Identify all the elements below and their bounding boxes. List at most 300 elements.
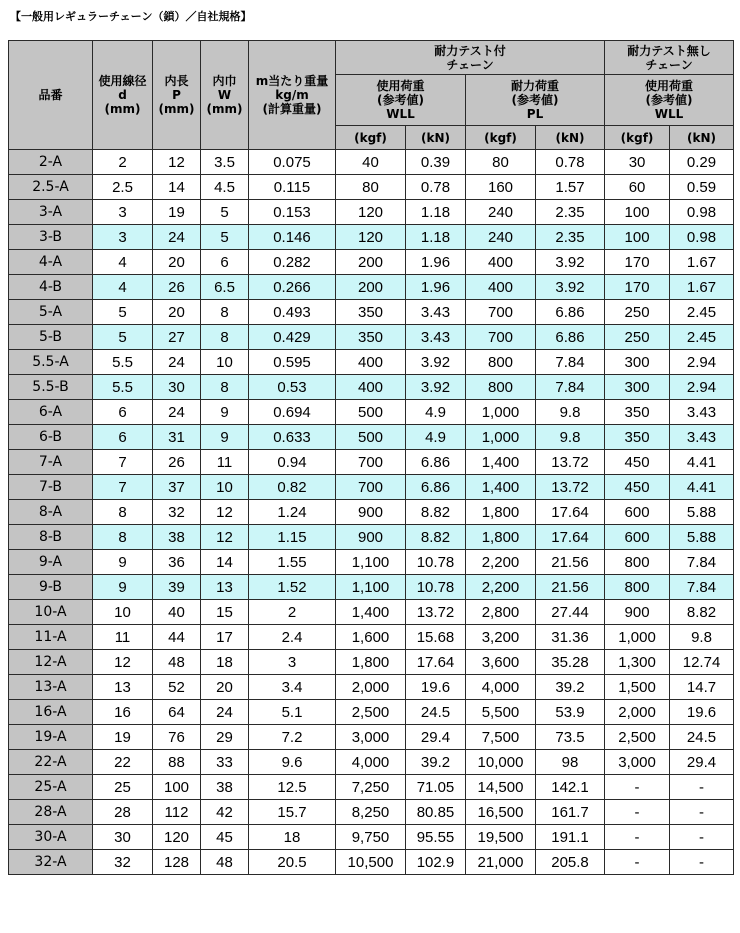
- proof-load-kgf-cell: 240: [466, 225, 536, 250]
- proof-load-kn-cell: 27.44: [536, 600, 605, 625]
- inner-width-cell: 15: [201, 600, 249, 625]
- untested-load-kn-cell: 5.88: [670, 525, 734, 550]
- table-row: [9, 550, 734, 575]
- proof-load-kn-cell: 39.2: [536, 675, 605, 700]
- working-load-kgf-cell: 3,000: [336, 725, 406, 750]
- table-row: [9, 150, 734, 175]
- working-load-kn-cell: 102.9: [406, 850, 466, 875]
- part-number-cell: 7-B: [9, 475, 93, 500]
- inner-width-cell: 33: [201, 750, 249, 775]
- wire-diameter-cell: 7: [93, 475, 153, 500]
- wire-diameter-cell: 5: [93, 300, 153, 325]
- part-number-cell: 5.5-A: [9, 350, 93, 375]
- table-row: [9, 500, 734, 525]
- table-row: [9, 525, 734, 550]
- untested-load-kn-cell: 3.43: [670, 425, 734, 450]
- working-load-kn-cell: 15.68: [406, 625, 466, 650]
- proof-load-kgf-cell: 19,500: [466, 825, 536, 850]
- working-load-kgf-cell: 7,250: [336, 775, 406, 800]
- wire-diameter-cell: 7: [93, 450, 153, 475]
- proof-load-kn-cell: 17.64: [536, 500, 605, 525]
- working-load-kgf-cell: 80: [336, 175, 406, 200]
- inner-width-cell: 29: [201, 725, 249, 750]
- working-load-kgf-cell: 200: [336, 250, 406, 275]
- inner-width-cell: 6.5: [201, 275, 249, 300]
- table-row: [9, 400, 734, 425]
- working-load-kn-cell: 1.18: [406, 225, 466, 250]
- working-load-kgf-cell: 120: [336, 225, 406, 250]
- part-number-cell: 32-A: [9, 850, 93, 875]
- inner-width-cell: 4.5: [201, 175, 249, 200]
- proof-load-kn-cell: 21.56: [536, 575, 605, 600]
- inner-width-cell: 42: [201, 800, 249, 825]
- untested-load-kn-cell: 9.8: [670, 625, 734, 650]
- proof-load-kn-cell: 191.1: [536, 825, 605, 850]
- proof-load-kgf-cell: 1,800: [466, 525, 536, 550]
- working-load-kn-cell: 95.55: [406, 825, 466, 850]
- proof-load-kn-cell: 142.1: [536, 775, 605, 800]
- inner-length-cell: 24: [153, 350, 201, 375]
- proof-load-kgf-cell: 1,000: [466, 400, 536, 425]
- inner-length-cell: 39: [153, 575, 201, 600]
- proof-load-kgf-cell: 800: [466, 375, 536, 400]
- untested-load-kn-cell: 1.67: [670, 250, 734, 275]
- wire-diameter-cell: 19: [93, 725, 153, 750]
- untested-load-kn-cell: 4.41: [670, 450, 734, 475]
- working-load-kgf-cell: 700: [336, 450, 406, 475]
- proof-load-kn-cell: 13.72: [536, 450, 605, 475]
- wire-diameter-cell: 5: [93, 325, 153, 350]
- part-number-cell: 13-A: [9, 675, 93, 700]
- working-load-kn-cell: 0.39: [406, 150, 466, 175]
- part-number-cell: 8-A: [9, 500, 93, 525]
- table-row: [9, 575, 734, 600]
- table-row: [9, 425, 734, 450]
- working-load-kn-cell: 3.43: [406, 325, 466, 350]
- part-number-cell: 8-B: [9, 525, 93, 550]
- wire-diameter-cell: 4: [93, 250, 153, 275]
- untested-load-kgf-cell: 600: [605, 500, 670, 525]
- proof-load-kn-cell: 9.8: [536, 425, 605, 450]
- wire-diameter-cell: 6: [93, 425, 153, 450]
- table-row: [9, 775, 734, 800]
- inner-width-cell: 12: [201, 500, 249, 525]
- inner-length-cell: 12: [153, 150, 201, 175]
- proof-load-kgf-cell: 5,500: [466, 700, 536, 725]
- unit-label: (kgf): [336, 126, 406, 150]
- inner-length-cell: 37: [153, 475, 201, 500]
- part-number-cell: 9-A: [9, 550, 93, 575]
- part-number-cell: 5-A: [9, 300, 93, 325]
- untested-load-kn-cell: 8.82: [670, 600, 734, 625]
- proof-load-kgf-cell: 400: [466, 250, 536, 275]
- untested-load-kgf-cell: 450: [605, 450, 670, 475]
- working-load-kgf-cell: 350: [336, 300, 406, 325]
- untested-load-kgf-cell: 3,000: [605, 750, 670, 775]
- untested-load-kn-cell: 4.41: [670, 475, 734, 500]
- untested-load-kn-cell: 14.7: [670, 675, 734, 700]
- working-load-kgf-cell: 400: [336, 350, 406, 375]
- part-number-cell: 7-A: [9, 450, 93, 475]
- weight-cell: 18: [249, 825, 336, 850]
- working-load-kgf-cell: 120: [336, 200, 406, 225]
- proof-load-kgf-cell: 80: [466, 150, 536, 175]
- wire-diameter-cell: 5.5: [93, 350, 153, 375]
- working-load-kn-cell: 19.6: [406, 675, 466, 700]
- untested-load-kn-cell: 0.98: [670, 200, 734, 225]
- untested-load-kgf-cell: 1,300: [605, 650, 670, 675]
- inner-width-cell: 8: [201, 325, 249, 350]
- table-row: [9, 375, 734, 400]
- untested-load-kn-cell: 2.45: [670, 300, 734, 325]
- working-load-kgf-cell: 400: [336, 375, 406, 400]
- unit-label: (kN): [670, 126, 734, 150]
- untested-load-kn-cell: 0.59: [670, 175, 734, 200]
- proof-load-kgf-cell: 2,800: [466, 600, 536, 625]
- weight-cell: 0.266: [249, 275, 336, 300]
- working-load-kn-cell: 4.9: [406, 425, 466, 450]
- untested-load-kn-cell: 24.5: [670, 725, 734, 750]
- untested-load-kn-cell: 0.29: [670, 150, 734, 175]
- header-working-load-untested: 使用荷重 (参考値) WLL: [605, 75, 734, 126]
- inner-length-cell: 88: [153, 750, 201, 775]
- working-load-kn-cell: 6.86: [406, 450, 466, 475]
- part-number-cell: 16-A: [9, 700, 93, 725]
- part-number-cell: 6-B: [9, 425, 93, 450]
- working-load-kgf-cell: 1,800: [336, 650, 406, 675]
- proof-load-kgf-cell: 700: [466, 300, 536, 325]
- proof-load-kn-cell: 73.5: [536, 725, 605, 750]
- working-load-kgf-cell: 200: [336, 275, 406, 300]
- working-load-kgf-cell: 1,400: [336, 600, 406, 625]
- working-load-kn-cell: 24.5: [406, 700, 466, 725]
- header-untested-group: 耐力テスト無し チェーン: [605, 41, 734, 75]
- proof-load-kgf-cell: 14,500: [466, 775, 536, 800]
- untested-load-kgf-cell: 2,000: [605, 700, 670, 725]
- working-load-kn-cell: 17.64: [406, 650, 466, 675]
- inner-width-cell: 9: [201, 400, 249, 425]
- inner-length-cell: 44: [153, 625, 201, 650]
- wire-diameter-cell: 8: [93, 500, 153, 525]
- wire-diameter-cell: 28: [93, 800, 153, 825]
- wire-diameter-cell: 22: [93, 750, 153, 775]
- proof-load-kgf-cell: 2,200: [466, 550, 536, 575]
- proof-load-kgf-cell: 1,000: [466, 425, 536, 450]
- proof-load-kgf-cell: 3,600: [466, 650, 536, 675]
- weight-cell: 12.5: [249, 775, 336, 800]
- inner-width-cell: 8: [201, 300, 249, 325]
- untested-load-kn-cell: 3.43: [670, 400, 734, 425]
- proof-load-kgf-cell: 21,000: [466, 850, 536, 875]
- working-load-kgf-cell: 1,100: [336, 575, 406, 600]
- untested-load-kgf-cell: 350: [605, 400, 670, 425]
- header-inner-length: 内長 P (mm): [153, 41, 201, 150]
- table-row: [9, 250, 734, 275]
- weight-cell: 7.2: [249, 725, 336, 750]
- header-weight-per-meter: m当たり重量 kg/m (計算重量): [249, 41, 336, 150]
- untested-load-kgf-cell: -: [605, 850, 670, 875]
- proof-load-kn-cell: 13.72: [536, 475, 605, 500]
- proof-load-kn-cell: 3.92: [536, 250, 605, 275]
- proof-load-kn-cell: 6.86: [536, 300, 605, 325]
- working-load-kn-cell: 4.9: [406, 400, 466, 425]
- proof-load-kn-cell: 17.64: [536, 525, 605, 550]
- working-load-kn-cell: 10.78: [406, 575, 466, 600]
- inner-width-cell: 6: [201, 250, 249, 275]
- untested-load-kgf-cell: 800: [605, 575, 670, 600]
- table-row: [9, 200, 734, 225]
- inner-length-cell: 26: [153, 275, 201, 300]
- weight-cell: 0.694: [249, 400, 336, 425]
- proof-load-kgf-cell: 4,000: [466, 675, 536, 700]
- proof-load-kn-cell: 0.78: [536, 150, 605, 175]
- weight-cell: 0.595: [249, 350, 336, 375]
- header-working-load: 使用荷重 (参考値) WLL: [336, 75, 466, 126]
- part-number-cell: 11-A: [9, 625, 93, 650]
- untested-load-kgf-cell: 250: [605, 325, 670, 350]
- untested-load-kgf-cell: 800: [605, 550, 670, 575]
- inner-width-cell: 10: [201, 350, 249, 375]
- unit-label: (kN): [536, 126, 605, 150]
- weight-cell: 0.429: [249, 325, 336, 350]
- part-number-cell: 10-A: [9, 600, 93, 625]
- working-load-kn-cell: 0.78: [406, 175, 466, 200]
- inner-length-cell: 27: [153, 325, 201, 350]
- proof-load-kn-cell: 7.84: [536, 350, 605, 375]
- untested-load-kn-cell: -: [670, 850, 734, 875]
- part-number-cell: 22-A: [9, 750, 93, 775]
- wire-diameter-cell: 32: [93, 850, 153, 875]
- proof-load-kgf-cell: 10,000: [466, 750, 536, 775]
- inner-length-cell: 14: [153, 175, 201, 200]
- weight-cell: 0.146: [249, 225, 336, 250]
- chain-spec-table: [8, 40, 734, 875]
- working-load-kn-cell: 1.18: [406, 200, 466, 225]
- proof-load-kn-cell: 35.28: [536, 650, 605, 675]
- inner-length-cell: 30: [153, 375, 201, 400]
- working-load-kgf-cell: 8,250: [336, 800, 406, 825]
- proof-load-kgf-cell: 2,200: [466, 575, 536, 600]
- working-load-kgf-cell: 2,500: [336, 700, 406, 725]
- untested-load-kn-cell: 7.84: [670, 550, 734, 575]
- untested-load-kgf-cell: 450: [605, 475, 670, 500]
- working-load-kn-cell: 8.82: [406, 525, 466, 550]
- proof-load-kn-cell: 21.56: [536, 550, 605, 575]
- untested-load-kn-cell: 2.94: [670, 375, 734, 400]
- untested-load-kgf-cell: -: [605, 800, 670, 825]
- working-load-kn-cell: 71.05: [406, 775, 466, 800]
- inner-length-cell: 20: [153, 250, 201, 275]
- part-number-cell: 9-B: [9, 575, 93, 600]
- working-load-kgf-cell: 9,750: [336, 825, 406, 850]
- wire-diameter-cell: 8: [93, 525, 153, 550]
- proof-load-kn-cell: 31.36: [536, 625, 605, 650]
- document-title: 【一般用レギュラーチェーン（鎖）／自社規格】: [10, 10, 252, 23]
- wire-diameter-cell: 5.5: [93, 375, 153, 400]
- proof-load-kn-cell: 9.8: [536, 400, 605, 425]
- unit-label: (kN): [406, 126, 466, 150]
- header-proof-tested-group: 耐力テスト付 チェーン: [336, 41, 605, 75]
- proof-load-kn-cell: 3.92: [536, 275, 605, 300]
- untested-load-kgf-cell: -: [605, 775, 670, 800]
- table-row: [9, 275, 734, 300]
- proof-load-kn-cell: 205.8: [536, 850, 605, 875]
- working-load-kgf-cell: 2,000: [336, 675, 406, 700]
- weight-cell: 0.282: [249, 250, 336, 275]
- proof-load-kgf-cell: 16,500: [466, 800, 536, 825]
- table-row: [9, 750, 734, 775]
- inner-length-cell: 64: [153, 700, 201, 725]
- working-load-kgf-cell: 700: [336, 475, 406, 500]
- table-row: [9, 650, 734, 675]
- working-load-kn-cell: 8.82: [406, 500, 466, 525]
- proof-load-kgf-cell: 400: [466, 275, 536, 300]
- wire-diameter-cell: 3: [93, 200, 153, 225]
- untested-load-kn-cell: 12.74: [670, 650, 734, 675]
- wire-diameter-cell: 2.5: [93, 175, 153, 200]
- header-inner-width: 内巾 W (mm): [201, 41, 249, 150]
- working-load-kn-cell: 1.96: [406, 250, 466, 275]
- untested-load-kgf-cell: 100: [605, 200, 670, 225]
- table-header: [9, 41, 734, 150]
- inner-length-cell: 20: [153, 300, 201, 325]
- inner-length-cell: 128: [153, 850, 201, 875]
- untested-load-kgf-cell: 1,000: [605, 625, 670, 650]
- weight-cell: 1.52: [249, 575, 336, 600]
- inner-width-cell: 14: [201, 550, 249, 575]
- part-number-cell: 3-B: [9, 225, 93, 250]
- table-row: [9, 850, 734, 875]
- proof-load-kgf-cell: 1,400: [466, 475, 536, 500]
- working-load-kn-cell: 1.96: [406, 275, 466, 300]
- table-row: [9, 800, 734, 825]
- table-row: [9, 675, 734, 700]
- untested-load-kgf-cell: 1,500: [605, 675, 670, 700]
- working-load-kn-cell: 3.92: [406, 375, 466, 400]
- proof-load-kgf-cell: 1,400: [466, 450, 536, 475]
- inner-length-cell: 40: [153, 600, 201, 625]
- untested-load-kgf-cell: 170: [605, 275, 670, 300]
- header-proof-load: 耐力荷重 (参考値) PL: [466, 75, 605, 126]
- untested-load-kn-cell: 7.84: [670, 575, 734, 600]
- part-number-cell: 6-A: [9, 400, 93, 425]
- working-load-kn-cell: 6.86: [406, 475, 466, 500]
- wire-diameter-cell: 13: [93, 675, 153, 700]
- table-row: [9, 450, 734, 475]
- inner-length-cell: 48: [153, 650, 201, 675]
- working-load-kgf-cell: 900: [336, 525, 406, 550]
- table-row: [9, 350, 734, 375]
- inner-length-cell: 36: [153, 550, 201, 575]
- working-load-kgf-cell: 40: [336, 150, 406, 175]
- table-row: [9, 825, 734, 850]
- inner-width-cell: 3.5: [201, 150, 249, 175]
- part-number-cell: 2.5-A: [9, 175, 93, 200]
- proof-load-kn-cell: 53.9: [536, 700, 605, 725]
- untested-load-kgf-cell: 100: [605, 225, 670, 250]
- inner-width-cell: 24: [201, 700, 249, 725]
- inner-length-cell: 120: [153, 825, 201, 850]
- wire-diameter-cell: 9: [93, 550, 153, 575]
- part-number-cell: 30-A: [9, 825, 93, 850]
- inner-width-cell: 9: [201, 425, 249, 450]
- untested-load-kn-cell: -: [670, 800, 734, 825]
- table-row: [9, 325, 734, 350]
- untested-load-kgf-cell: 170: [605, 250, 670, 275]
- untested-load-kgf-cell: 30: [605, 150, 670, 175]
- untested-load-kgf-cell: 300: [605, 350, 670, 375]
- working-load-kgf-cell: 350: [336, 325, 406, 350]
- inner-width-cell: 8: [201, 375, 249, 400]
- untested-load-kn-cell: -: [670, 825, 734, 850]
- inner-length-cell: 32: [153, 500, 201, 525]
- working-load-kgf-cell: 900: [336, 500, 406, 525]
- table-row: [9, 175, 734, 200]
- wire-diameter-cell: 9: [93, 575, 153, 600]
- working-load-kgf-cell: 4,000: [336, 750, 406, 775]
- untested-load-kgf-cell: 300: [605, 375, 670, 400]
- inner-length-cell: 38: [153, 525, 201, 550]
- proof-load-kgf-cell: 800: [466, 350, 536, 375]
- working-load-kn-cell: 10.78: [406, 550, 466, 575]
- weight-cell: 0.075: [249, 150, 336, 175]
- wire-diameter-cell: 16: [93, 700, 153, 725]
- weight-cell: 2.4: [249, 625, 336, 650]
- untested-load-kn-cell: 29.4: [670, 750, 734, 775]
- wire-diameter-cell: 12: [93, 650, 153, 675]
- untested-load-kgf-cell: -: [605, 825, 670, 850]
- wire-diameter-cell: 4: [93, 275, 153, 300]
- header-wire-diameter: 使用線径 d (mm): [93, 41, 153, 150]
- part-number-cell: 2-A: [9, 150, 93, 175]
- untested-load-kn-cell: 5.88: [670, 500, 734, 525]
- untested-load-kn-cell: 2.45: [670, 325, 734, 350]
- proof-load-kgf-cell: 3,200: [466, 625, 536, 650]
- weight-cell: 3.4: [249, 675, 336, 700]
- part-number-cell: 4-A: [9, 250, 93, 275]
- inner-width-cell: 10: [201, 475, 249, 500]
- wire-diameter-cell: 25: [93, 775, 153, 800]
- proof-load-kn-cell: 1.57: [536, 175, 605, 200]
- working-load-kgf-cell: 1,600: [336, 625, 406, 650]
- weight-cell: 5.1: [249, 700, 336, 725]
- weight-cell: 20.5: [249, 850, 336, 875]
- working-load-kn-cell: 3.43: [406, 300, 466, 325]
- working-load-kn-cell: 13.72: [406, 600, 466, 625]
- table-row: [9, 725, 734, 750]
- proof-load-kgf-cell: 160: [466, 175, 536, 200]
- wire-diameter-cell: 10: [93, 600, 153, 625]
- proof-load-kn-cell: 161.7: [536, 800, 605, 825]
- inner-width-cell: 48: [201, 850, 249, 875]
- inner-length-cell: 52: [153, 675, 201, 700]
- working-load-kn-cell: 29.4: [406, 725, 466, 750]
- working-load-kn-cell: 3.92: [406, 350, 466, 375]
- proof-load-kn-cell: 98: [536, 750, 605, 775]
- table-row: [9, 600, 734, 625]
- untested-load-kgf-cell: 350: [605, 425, 670, 450]
- weight-cell: 3: [249, 650, 336, 675]
- proof-load-kn-cell: 6.86: [536, 325, 605, 350]
- untested-load-kgf-cell: 900: [605, 600, 670, 625]
- weight-cell: 0.82: [249, 475, 336, 500]
- header-part-no: 品番: [9, 41, 93, 150]
- inner-width-cell: 45: [201, 825, 249, 850]
- wire-diameter-cell: 11: [93, 625, 153, 650]
- untested-load-kn-cell: 19.6: [670, 700, 734, 725]
- working-load-kgf-cell: 10,500: [336, 850, 406, 875]
- part-number-cell: 12-A: [9, 650, 93, 675]
